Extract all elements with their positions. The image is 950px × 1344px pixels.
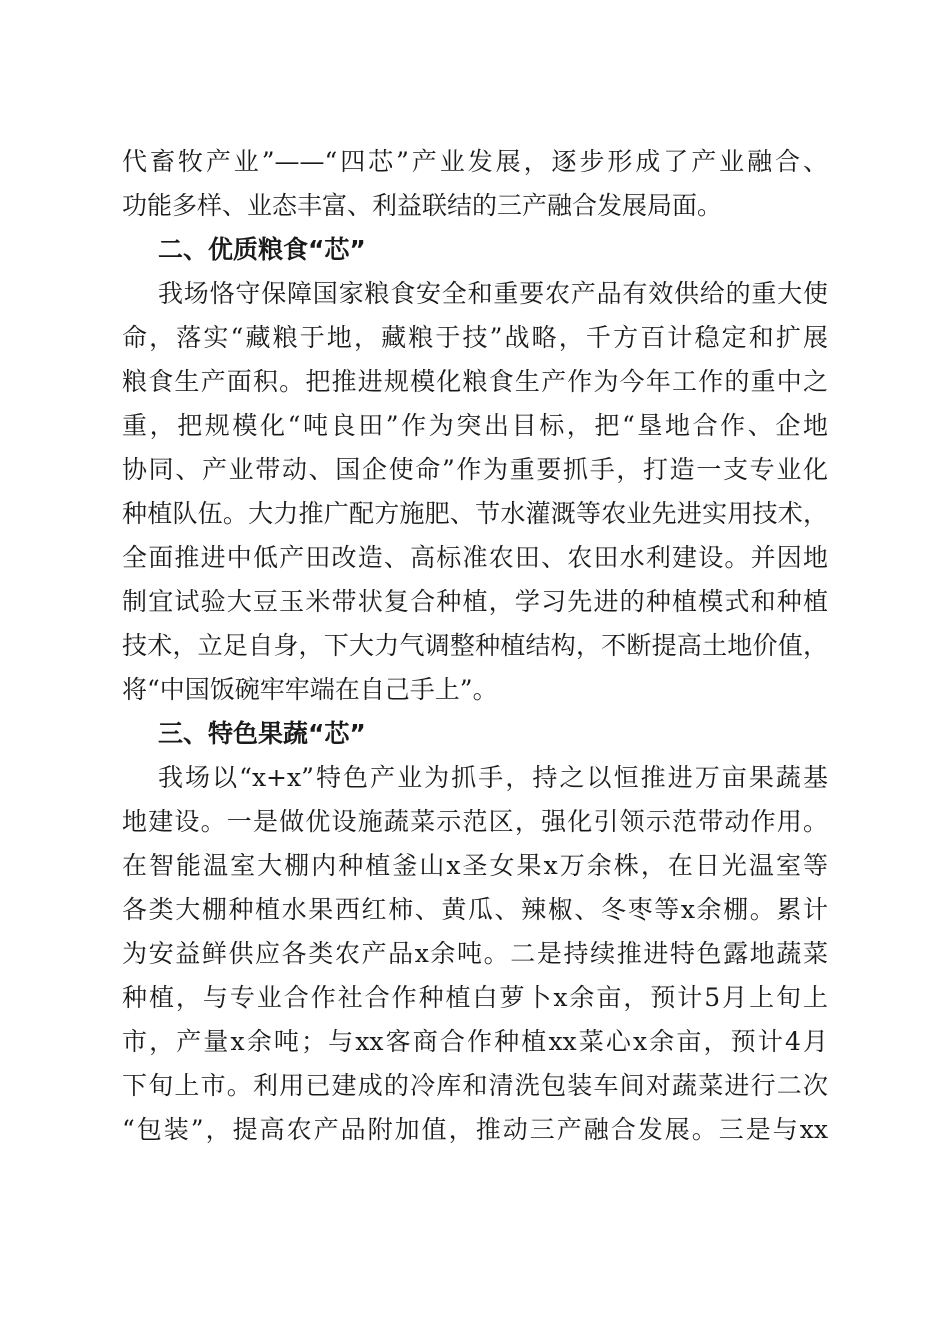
body-text-line: 市，产量x余吨；与xx客商合作种植xx菜心x余亩，预计4月 xyxy=(122,1027,828,1056)
body-text-line: 我场恪守保障国家粮食安全和重要农产品有效供给的重大使 xyxy=(158,279,828,308)
body-text-line: 将“中国饭碗牢牢端在自己手上”。 xyxy=(122,675,498,704)
body-text-line: 功能多样、业态丰富、利益联结的三产融合发展局面。 xyxy=(122,191,723,220)
body-text-line: 技术，立足自身，下大力气调整种植结构，不断提高土地价值， xyxy=(122,631,828,660)
body-text-line: 全面推进中低产田改造、高标准农田、农田水利建设。并因地 xyxy=(122,543,828,572)
body-text-line: 制宜试验大豆玉米带状复合种植，学习先进的种植模式和种植 xyxy=(122,587,828,616)
body-text-line: 协同、产业带动、国企使命”作为重要抓手，打造一支专业化 xyxy=(122,455,828,484)
body-text-line: 各类大棚种植水果西红柿、黄瓜、辣椒、冬枣等x余棚。累计 xyxy=(122,895,828,924)
body-text-line: 种植，与专业合作社合作种植白萝卜x余亩，预计5月上旬上 xyxy=(122,983,828,1012)
body-text-line: 下旬上市。利用已建成的冷库和清洗包装车间对蔬菜进行二次 xyxy=(122,1071,828,1100)
body-text-line: 种植队伍。大力推广配方施肥、节水灌溉等农业先进实用技术， xyxy=(122,499,828,528)
body-text-line: 在智能温室大棚内种植釜山x圣女果x万余株，在日光温室等 xyxy=(122,851,828,880)
body-text-line: 重，把规模化“吨良田”作为突出目标，把“垦地合作、企地 xyxy=(122,411,828,440)
section-heading: 三、特色果蔬“芯” xyxy=(158,719,366,748)
section-heading: 二、优质粮食“芯” xyxy=(158,235,366,264)
body-text-line: 粮食生产面积。把推进规模化粮食生产作为今年工作的重中之 xyxy=(122,367,828,396)
body-text-line: 地建设。一是做优设施蔬菜示范区，强化引领示范带动作用。 xyxy=(122,807,828,836)
body-text-line: 我场以“x+x”特色产业为抓手，持之以恒推进万亩果蔬基 xyxy=(158,763,828,792)
body-text-line: 为安益鲜供应各类农产品x余吨。二是持续推进特色露地蔬菜 xyxy=(122,939,828,968)
body-text-line: “包装”，提高农产品附加值，推动三产融合发展。三是与xx xyxy=(122,1115,828,1144)
body-text-line: 代畜牧产业”——“四芯”产业发展，逐步形成了产业融合、 xyxy=(122,147,828,176)
body-text-line: 命，落实“藏粮于地，藏粮于技”战略，千方百计稳定和扩展 xyxy=(122,323,828,352)
